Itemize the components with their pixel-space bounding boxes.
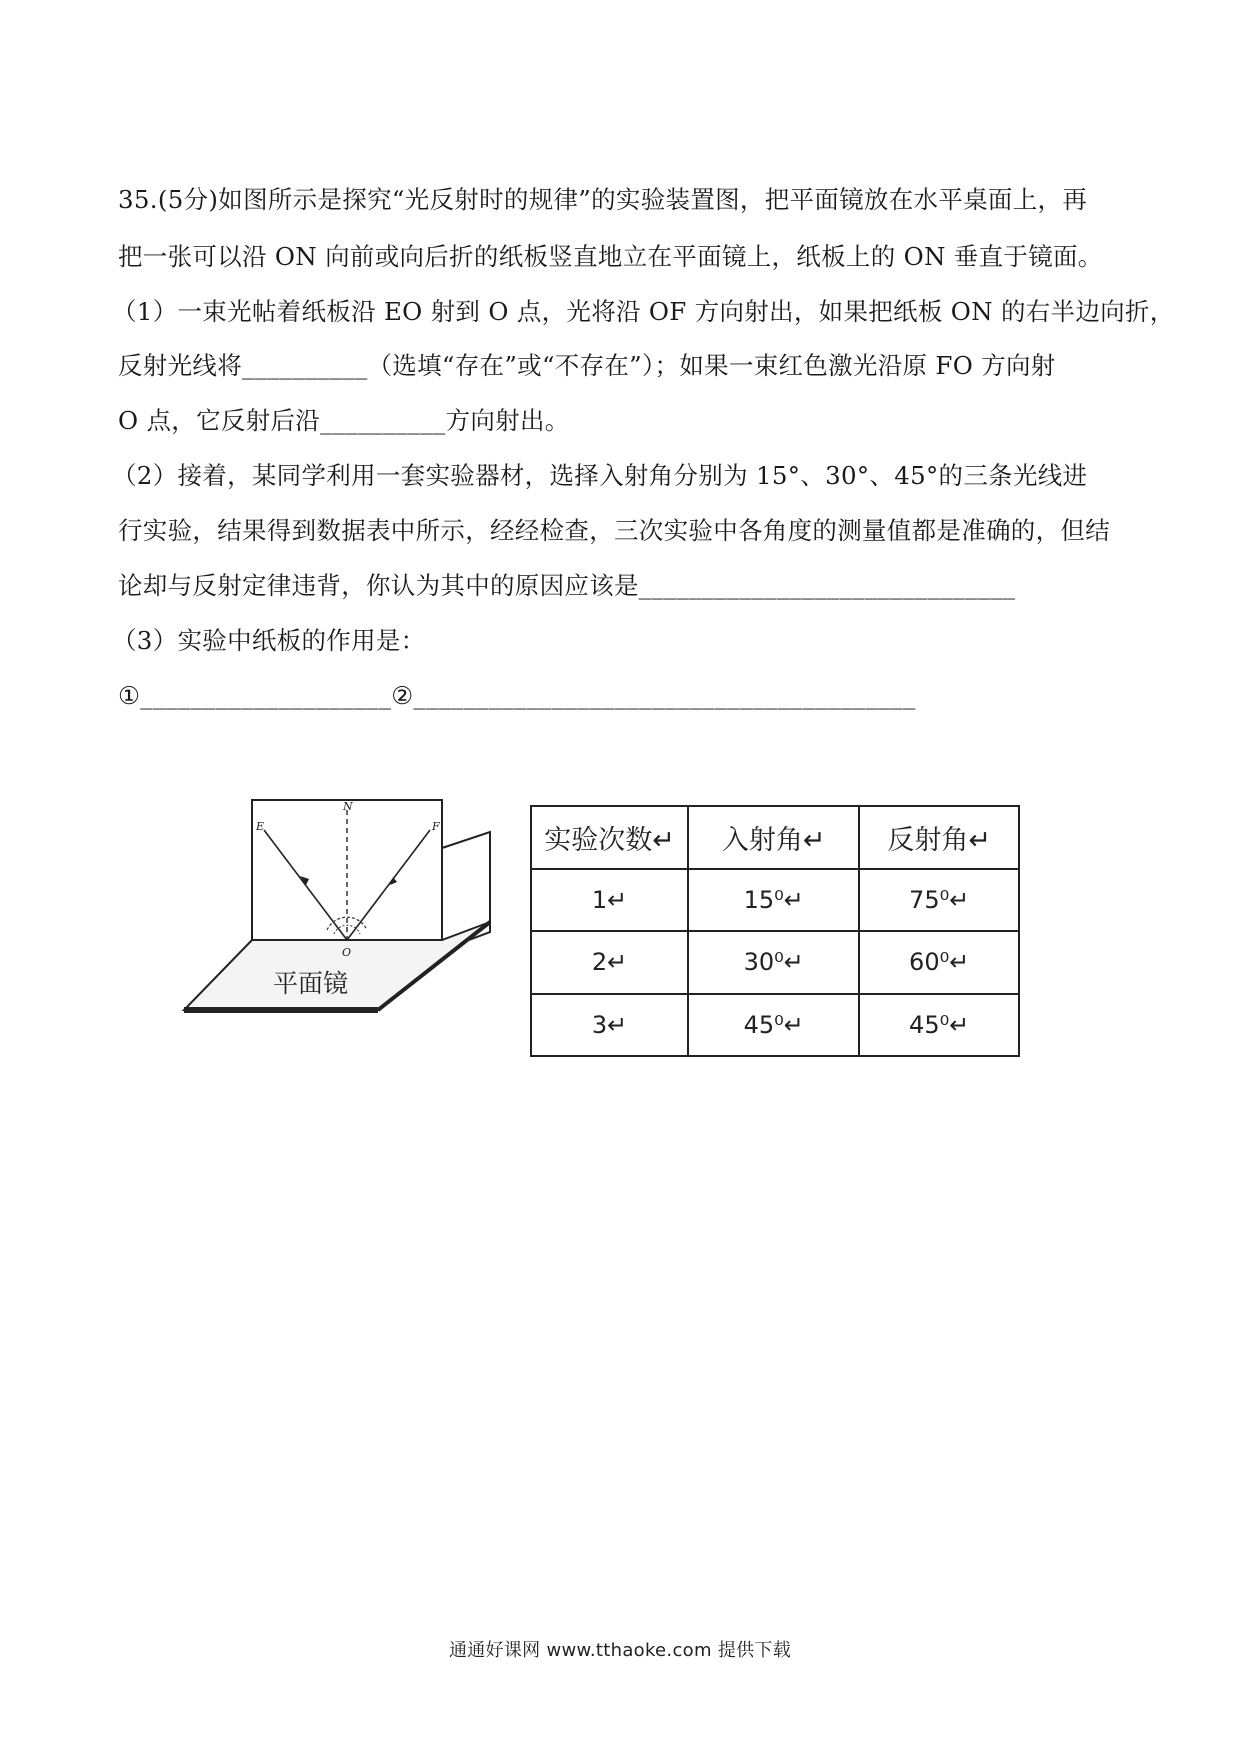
table-cell: 2↵ [531,931,688,994]
table-cell: 1↵ [531,869,688,932]
question-line: 行实验，结果得到数据表中所示，经经检查，三次实验中各角度的测量值都是准确的，但结 [118,516,1110,545]
label-o: O [342,946,352,959]
page-footer: 通通好课网 www.tthaoke.com 提供下载 [448,1640,792,1661]
label-e: E [256,820,265,833]
table-cell: 3↵ [531,994,688,1057]
question-line: （3）实验中纸板的作用是： [112,626,426,655]
table-cell: 60⁰↵ [859,931,1019,994]
label-n: N [343,800,353,813]
table-cell: 75⁰↵ [859,869,1019,932]
mirror-experiment-figure [178,790,508,1070]
table-cell: 45⁰↵ [859,994,1019,1057]
table-cell: 30⁰↵ [688,931,859,994]
question-line: （2）接着，某同学利用一套实验器材，选择入射角分别为 15°、30°、45°的三条光线进 [112,461,1088,490]
angle-data-table [530,805,1020,1057]
question-line: （1）一束光帖着纸板沿 EO 射到 O 点，光将沿 OF 方向射出，如果把纸板 ON 的右半边向折， [112,297,1175,326]
question-line: 35.(5分)如图所示是探究“光反射时的规律”的实验装置图，把平面镜放在水平桌面上，再 [118,185,1088,214]
question-line: 论却与反射定律违背，你认为其中的原因应该是______________________________ [118,571,1016,600]
question-line: ①____________________②________________________________________ [118,681,916,710]
question-line: 反射光线将__________（选填“存在”或“不存在”）；如果一束红色激光沿原 FO 方向射 [118,351,1056,380]
table-header-row [531,806,1019,869]
question-line: 把一张可以沿 ON 向前或向后折的纸板竖直地立在平面镜上，纸板上的 ON 垂直于镜面。 [118,242,1103,271]
table-header-cell: 实验次数↵ [531,806,688,869]
table-header-cell: 入射角↵ [688,806,859,869]
table-cell: 45⁰↵ [688,994,859,1057]
table-row [531,931,1019,994]
mirror-label: 平面镜 [273,969,349,998]
label-f: F [432,820,440,833]
table-row [531,869,1019,932]
table-cell: 15⁰↵ [688,869,859,932]
question-line: O 点，它反射后沿__________方向射出。 [118,406,570,435]
table-header-cell: 反射角↵ [859,806,1019,869]
table-row [531,994,1019,1057]
